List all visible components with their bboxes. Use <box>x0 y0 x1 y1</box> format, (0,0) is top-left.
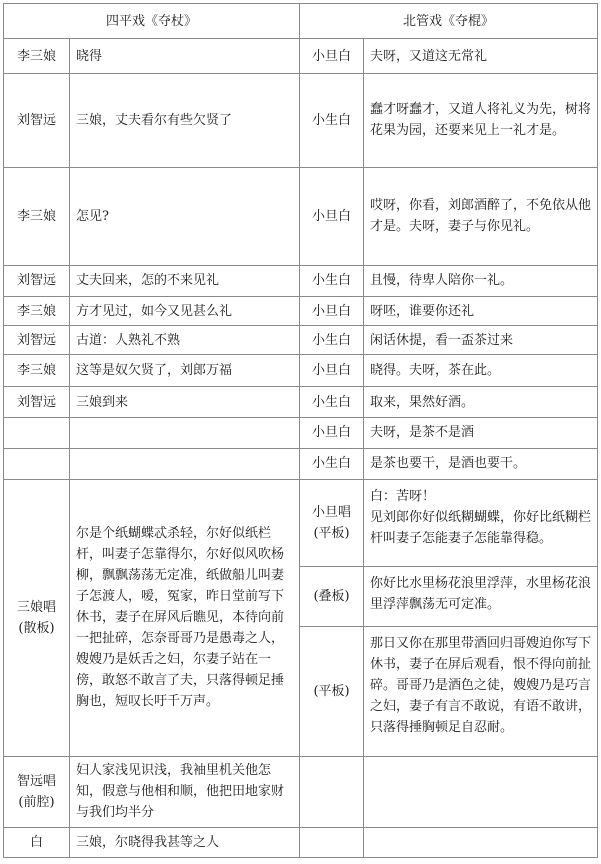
sing-role-right-name: 小旦唱 <box>312 504 352 520</box>
sing-role-left-mode: (散板) <box>18 620 55 636</box>
table-row <box>4 756 598 827</box>
line-right: 闲话休提，看一盃茶过来 <box>364 326 598 354</box>
role-right: 小旦白 <box>300 418 364 448</box>
table-row <box>4 827 598 857</box>
sing-role-right-mode: (叠板) <box>313 589 350 605</box>
line-left: 妇人家浅见识浅，我袖里机关他怎知，假意与他相和顺，他把田地家财与我们均半分 <box>70 756 300 827</box>
role-left: 刘智远 <box>4 265 70 296</box>
role-right: 小旦白 <box>300 354 364 386</box>
line-right: 夫呀，又道这无常礼 <box>364 39 598 73</box>
role-right: 小旦白 <box>300 39 364 73</box>
line-right: 蠢才呀蠢才，又道人将礼义为先，树将花果为园，还要来见上一礼才是。 <box>364 73 598 167</box>
role-right: 小旦白 <box>300 297 364 326</box>
role-right: 小生白 <box>300 448 364 479</box>
role-left-empty <box>4 418 70 448</box>
table-row <box>4 386 598 417</box>
comparison-table <box>3 3 598 858</box>
role-left: 李三娘 <box>4 39 70 73</box>
sing-role-right-mode: (平板) <box>313 684 350 700</box>
line-left: 三娘，丈夫看尔有些欠贤了 <box>70 73 300 167</box>
line-right-empty <box>364 756 598 827</box>
sing-text-right-body: 见刘郎你好似纸糊蝴蝶，你好比纸糊栏杆叫妻子怎能妻子怎能靠得稳。 <box>370 509 592 546</box>
role-left-empty <box>4 448 70 479</box>
line-left: 这等是奴欠贤了，刘郎万福 <box>70 354 300 386</box>
role-right-empty <box>300 827 364 857</box>
sing-role-left <box>4 479 70 756</box>
sing-text-right: 你好比水里杨花浪里浮萍，水里杨花浪里浮萍飘荡无可定准。 <box>364 566 598 627</box>
table-row <box>4 73 598 167</box>
line-left: 怎见? <box>70 167 300 265</box>
line-left-empty <box>70 448 300 479</box>
role-left: 李三娘 <box>4 167 70 265</box>
role-left: 白 <box>4 827 70 857</box>
line-left-empty <box>70 418 300 448</box>
table-row <box>4 354 598 386</box>
line-right: 呀呸，谁要你还礼 <box>364 297 598 326</box>
line-right: 哎呀，你看，刘郎酒醉了，不免依从他才是。夫呀，妻子与你见礼。 <box>364 167 598 265</box>
table-row <box>4 418 598 448</box>
line-right: 且慢，待卑人陪你一礼。 <box>364 265 598 296</box>
sing-text-right: 那日又你在那里带酒回归哥嫂迫你写下休书，妻子在屏后观看，恨不得向前扯碎。哥哥乃是酒色之徒，嫂嫂乃是巧言之妇，妻子有言不敢说，有语不敢讲，只落得捶胸顿足自忍耐。 <box>364 627 598 756</box>
role-left: 李三娘 <box>4 297 70 326</box>
line-left: 丈夫回来，怎的不来见礼 <box>70 265 300 296</box>
line-left: 方才见过，如今又见甚么礼 <box>70 297 300 326</box>
role-left: 李三娘 <box>4 354 70 386</box>
role-left-mode: (前腔) <box>18 794 55 810</box>
header-right: 北管戏《夺棍》 <box>300 4 598 39</box>
role-right: 小生白 <box>300 265 364 296</box>
role-right: 小生白 <box>300 73 364 167</box>
header-left: 四平戏《夺杖》 <box>4 4 300 39</box>
line-left: 古道：人熟礼不熟 <box>70 326 300 354</box>
sing-text-right <box>364 479 598 566</box>
table-row <box>4 326 598 354</box>
line-left: 三娘到来 <box>70 386 300 417</box>
role-right: 小生白 <box>300 386 364 417</box>
role-right: 小旦白 <box>300 167 364 265</box>
line-right: 夫呀，是茶不是酒 <box>364 418 598 448</box>
table-row <box>4 479 598 566</box>
sing-role-right <box>300 479 364 566</box>
line-left: 三娘，尔晓得我甚等之人 <box>70 827 300 857</box>
line-right: 取来，果然好酒。 <box>364 386 598 417</box>
table-row <box>4 265 598 296</box>
table-row <box>4 297 598 326</box>
line-right: 是茶也要干，是酒也要干。 <box>364 448 598 479</box>
sing-role-right-mode: (平板) <box>313 525 350 541</box>
table-row <box>4 39 598 73</box>
sing-text-left: 尔是个纸蝴蝶忒杀轻，尔好似纸栏杆，叫妻子怎靠得尔，尔好似风吹杨柳，飘飘荡荡无定准，纸做船儿叫妻子怎渡人，嗳，冤家，昨日堂前写下休书，妻子在屏风后瞧见，本待向前一把扯碎，怎奈哥哥乃是愚毒之人，嫂嫂乃是妖舌之妇，尔妻子站在一傍，敢怒不敢言了夫，只落得顿足捶胸也，短叹长吁千万声。 <box>70 479 300 756</box>
header-row <box>4 4 598 39</box>
sing-exclaim: 白：苦呀！ <box>370 488 436 504</box>
table-row <box>4 167 598 265</box>
role-right-empty <box>300 756 364 827</box>
sing-role-right <box>300 627 364 756</box>
role-left: 刘智远 <box>4 386 70 417</box>
table-row <box>4 448 598 479</box>
role-left: 刘智远 <box>4 326 70 354</box>
line-right-empty <box>364 827 598 857</box>
sing-role-left-name: 三娘唱 <box>16 599 56 615</box>
line-left: 晓得 <box>70 39 300 73</box>
role-left-name: 智远唱 <box>16 773 56 789</box>
role-right: 小生白 <box>300 326 364 354</box>
role-left <box>4 756 70 827</box>
role-left: 刘智远 <box>4 73 70 167</box>
line-right: 晓得。夫呀，茶在此。 <box>364 354 598 386</box>
sing-role-right <box>300 566 364 627</box>
